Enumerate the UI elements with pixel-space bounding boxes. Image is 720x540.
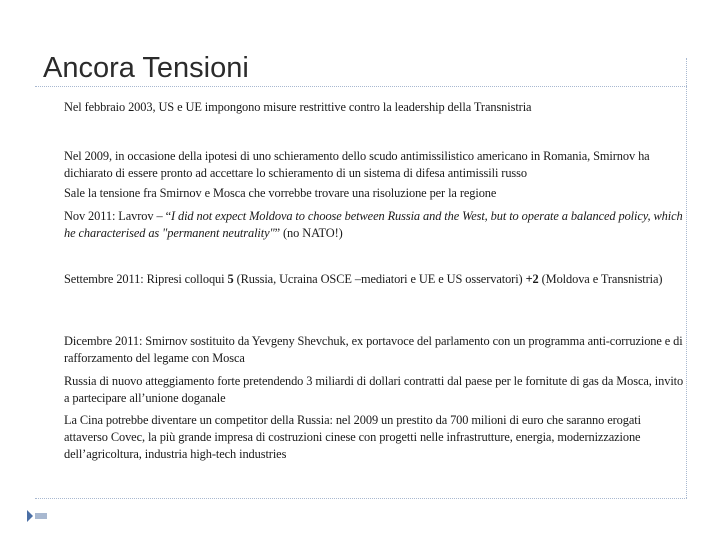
bullet-item-1: Nel febbraio 2003, US e UE impongono misure restrittive contro la leadership della Transnistria xyxy=(64,100,532,114)
item-4-lead: Nov 2011: Lavrov – “ xyxy=(64,209,171,223)
bullet-item-7: Russia di nuovo atteggiamento forte pretendendo 3 miliardi di dollari contratti dal paese per le fornitute di gas da Mosca, invito a partecipare all’unione doganale xyxy=(64,374,684,405)
bullet-item-5 xyxy=(64,271,684,288)
bullet-item-6: Dicembre 2011: Smirnov sostituito da Yevgeny Shevchuk, ex portavoce del parlamento con un programma anti-corruzione e di rafforzamento del legame con Mosca xyxy=(64,334,683,365)
slide-title: Ancora Tensioni xyxy=(43,52,249,84)
item-4-tail: ” (no NATO!) xyxy=(274,226,343,240)
item-5-tail: (Moldova e Transnistria) xyxy=(538,272,663,286)
item-5-middle: (Russia, Ucraina OSCE –mediatori e UE e US osservatori) xyxy=(233,272,526,286)
item-5-count-extra: +2 xyxy=(525,272,539,286)
bullet-item-8: La Cina potrebbe diventare un competitor della Russia: nel 2009 un prestito da 700 milioni di euro che saranno erogati attaverso Covec, la più grande impresa di costruzioni cinese con progetti nelle infrastrutture, energia, modernizzazione dell’agricoltura, industria high-tech industries xyxy=(64,413,641,461)
item-4-quote: I did not expect Moldova to choose between Russia and the West, but to operate a balanced policy, which he characterised as "permanent neutrality" xyxy=(64,209,683,240)
item-5-count-main: 5 xyxy=(227,272,234,286)
right-frame-line xyxy=(686,58,687,498)
bullet-item-2: Nel 2009, in occasione della ipotesi di uno schieramento dello scudo antimissilistico americano in Romania, Smirnov ha dichiarato di essere pronto ad accettare lo schieramento di un sistema di difesa antimissili russo xyxy=(64,149,650,180)
bottom-frame-line xyxy=(35,498,687,499)
bullet-item-3: Sale la tensione fra Smirnov e Mosca che vorrebbe trovare una risoluzione per la regione xyxy=(64,186,497,200)
title-divider xyxy=(35,86,687,87)
bullet-item-4 xyxy=(64,208,684,242)
item-5-lead: Settembre 2011: Ripresi colloqui xyxy=(64,272,228,286)
slide-navigation-icon[interactable] xyxy=(25,508,49,524)
